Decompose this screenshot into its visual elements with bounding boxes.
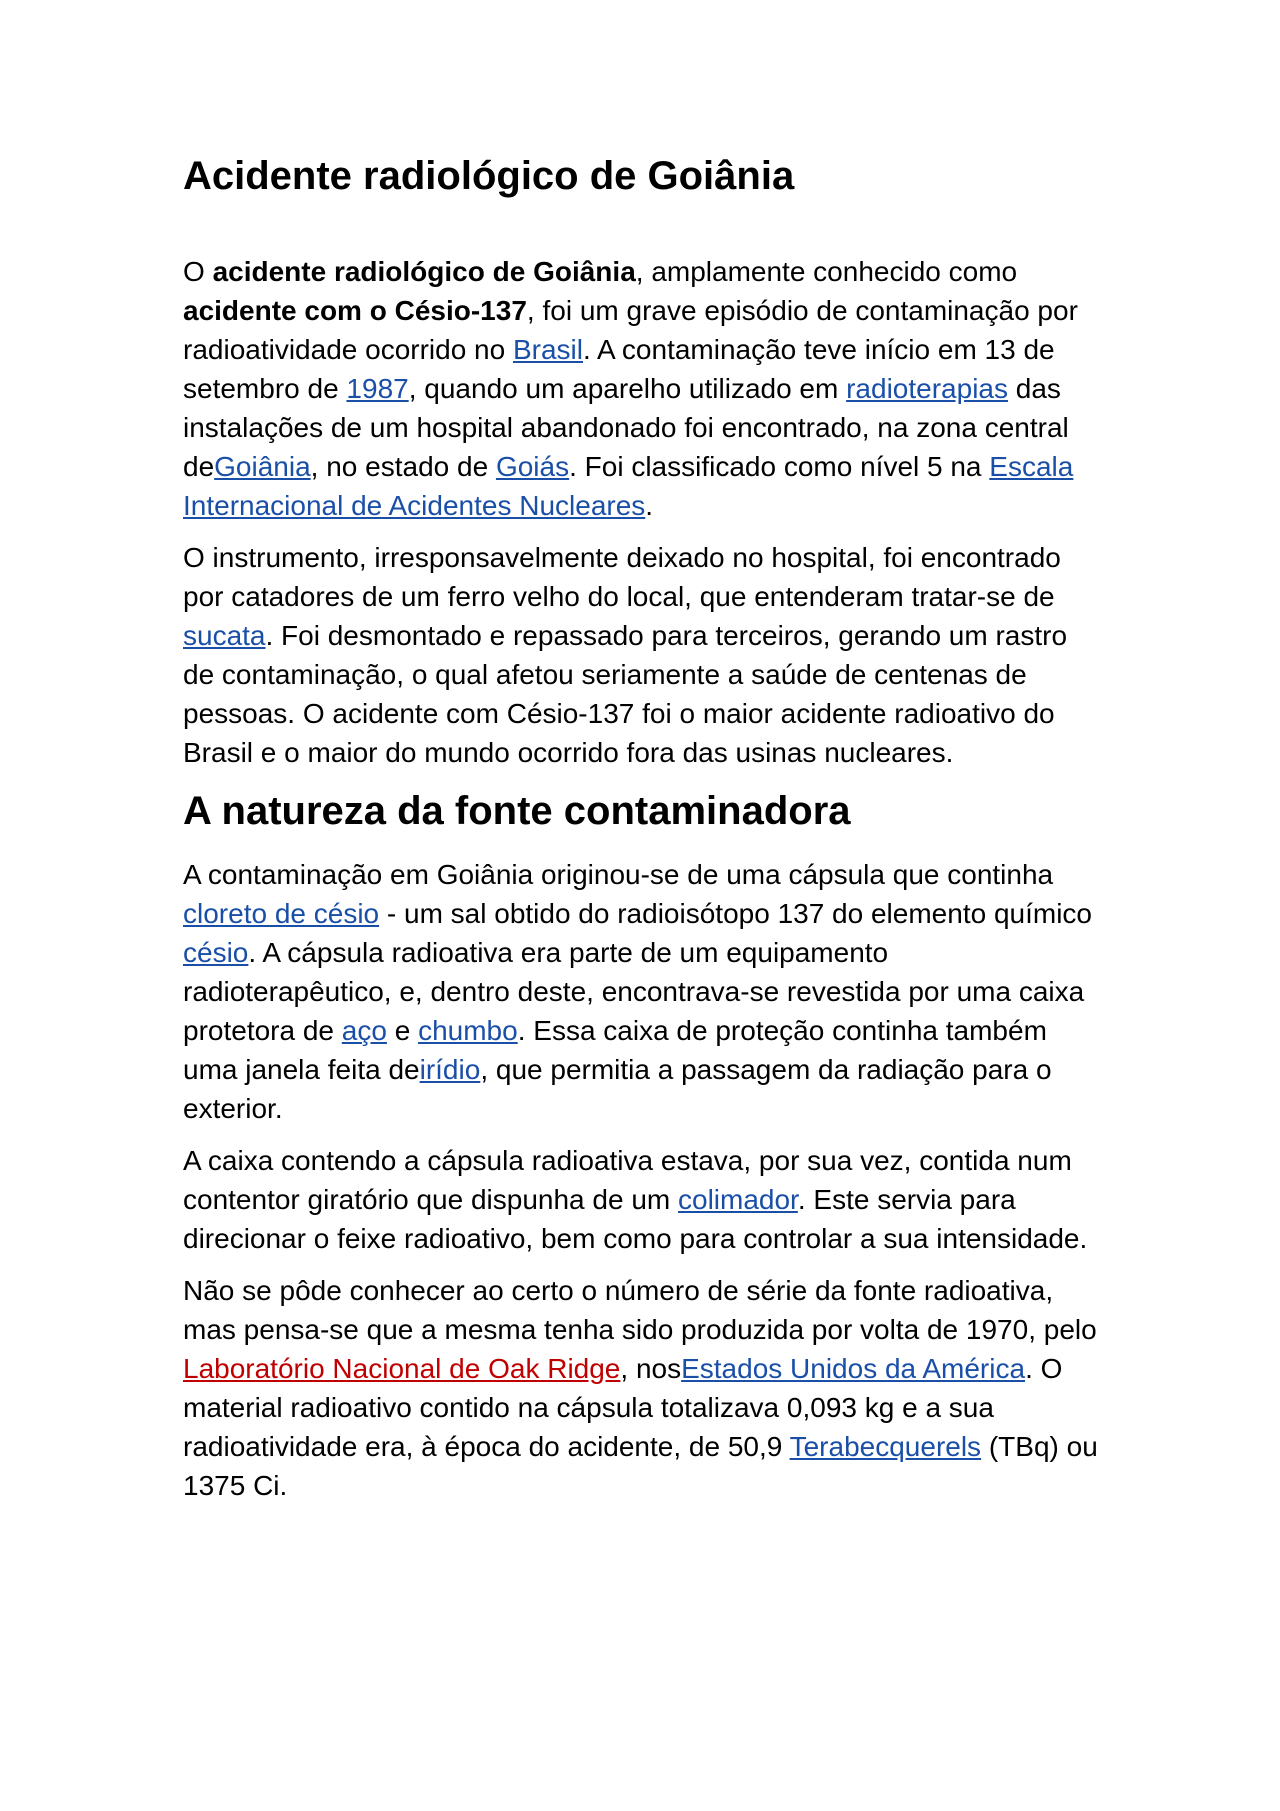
link-oak-ridge[interactable]: Laboratório Nacional de Oak Ridge: [183, 1353, 621, 1384]
text-run: , foi um grave episódio de contaminação por radioatividade ocorrido no: [183, 295, 1078, 365]
link-aco[interactable]: aço: [341, 1015, 387, 1046]
link-1987[interactable]: 1987: [346, 373, 409, 404]
text-run: (TBq) ou 1375 Ci.: [183, 1431, 1098, 1501]
link-colimador[interactable]: colimador: [678, 1184, 798, 1215]
text-run: . Essa caixa de proteção continha também uma janela feita de: [183, 1015, 1047, 1085]
text-run: . Foi classificado como nível 5 na: [569, 451, 990, 482]
text-run: Não se pôde conhecer ao certo o número de série da fonte radioativa, mas pensa-se que a mesma tenha sido produzida por volta de 1970, pelo: [183, 1275, 1097, 1345]
link-goiania[interactable]: Goiânia: [214, 451, 311, 482]
text-run: . A contaminação teve início em 13 de setembro de: [183, 334, 1055, 404]
link-terabecquerels[interactable]: Terabecquerels: [789, 1431, 982, 1462]
section-paragraph-2: [183, 1141, 1103, 1258]
section-paragraph-1: [183, 855, 1103, 1128]
link-iridio[interactable]: irídio: [419, 1054, 481, 1085]
text-run: A caixa contendo a cápsula radioativa estava, por sua vez, contida num contentor giratório que dispunha de um: [183, 1145, 1072, 1215]
link-radioterapias[interactable]: radioterapias: [846, 373, 1008, 404]
text-run: - um sal obtido do radioisótopo 137 do elemento químico: [379, 898, 1092, 929]
text-run: , no estado de: [310, 451, 496, 482]
link-escala-internacional[interactable]: Escala Internacional de Acidentes Nucleares: [183, 451, 1074, 521]
link-cloreto-de-cesio[interactable]: cloreto de césio: [183, 898, 380, 929]
text-run: O instrumento, irresponsavelmente deixado no hospital, foi encontrado por catadores de um ferro velho do local, que entenderam tratar-se de: [183, 542, 1061, 612]
text-run: e: [386, 1015, 419, 1046]
intro-paragraph-1: [183, 252, 1103, 525]
text-run: , quando um aparelho utilizado em: [408, 373, 847, 404]
text-run: , amplamente conhecido como: [635, 256, 1018, 287]
page-title: Acidente radiológico de Goiânia: [183, 154, 795, 198]
text-run: das instalações de um hospital abandonado foi encontrado, na zona central de: [183, 373, 1069, 482]
link-sucata[interactable]: sucata: [183, 620, 266, 651]
article: [183, 148, 1103, 1518]
text-run: , que permitia a passagem da radiação para o exterior.: [183, 1054, 1052, 1124]
bold-term: acidente radiológico de Goiânia: [212, 256, 636, 287]
text-run: . A cápsula radioativa era parte de um equipamento radioterapêutico, e, dentro deste, encontrava-se revestida por uma caixa protetora de: [183, 937, 1085, 1046]
text-run: , nos: [620, 1353, 682, 1384]
text-run: . Este servia para direcionar o feixe radioativo, bem como para controlar a sua intensidade.: [183, 1184, 1088, 1254]
intro-paragraph-2: [183, 538, 1103, 772]
link-brasil[interactable]: Brasil: [512, 334, 583, 365]
text-run: A contaminação em Goiânia originou-se de uma cápsula que continha: [183, 859, 1054, 890]
bold-term: acidente com o Césio-137: [183, 295, 527, 326]
link-cesio[interactable]: césio: [183, 937, 249, 968]
section-paragraph-3: [183, 1271, 1103, 1505]
link-chumbo[interactable]: chumbo: [418, 1015, 518, 1046]
text-run: . Foi desmontado e repassado para terceiros, gerando um rastro de contaminação, o qual afetou seriamente a saúde de centenas de pessoas. O acidente com Césio-137 foi o maior acidente radioativo do Brasil e o maior do mundo ocorrido fora das usinas nucleares.: [183, 620, 1068, 768]
link-goias[interactable]: Goiás: [495, 451, 570, 482]
text-run: O: [183, 256, 213, 287]
section-heading: A natureza da fonte contaminadora: [183, 789, 851, 833]
link-estados-unidos[interactable]: Estados Unidos da América: [681, 1353, 1026, 1384]
text-run: .: [645, 490, 654, 521]
text-run: . O material radioativo contido na cápsula totalizava 0,093 kg e a sua radioatividade era, à época do acidente, de 50,9: [183, 1353, 1063, 1462]
